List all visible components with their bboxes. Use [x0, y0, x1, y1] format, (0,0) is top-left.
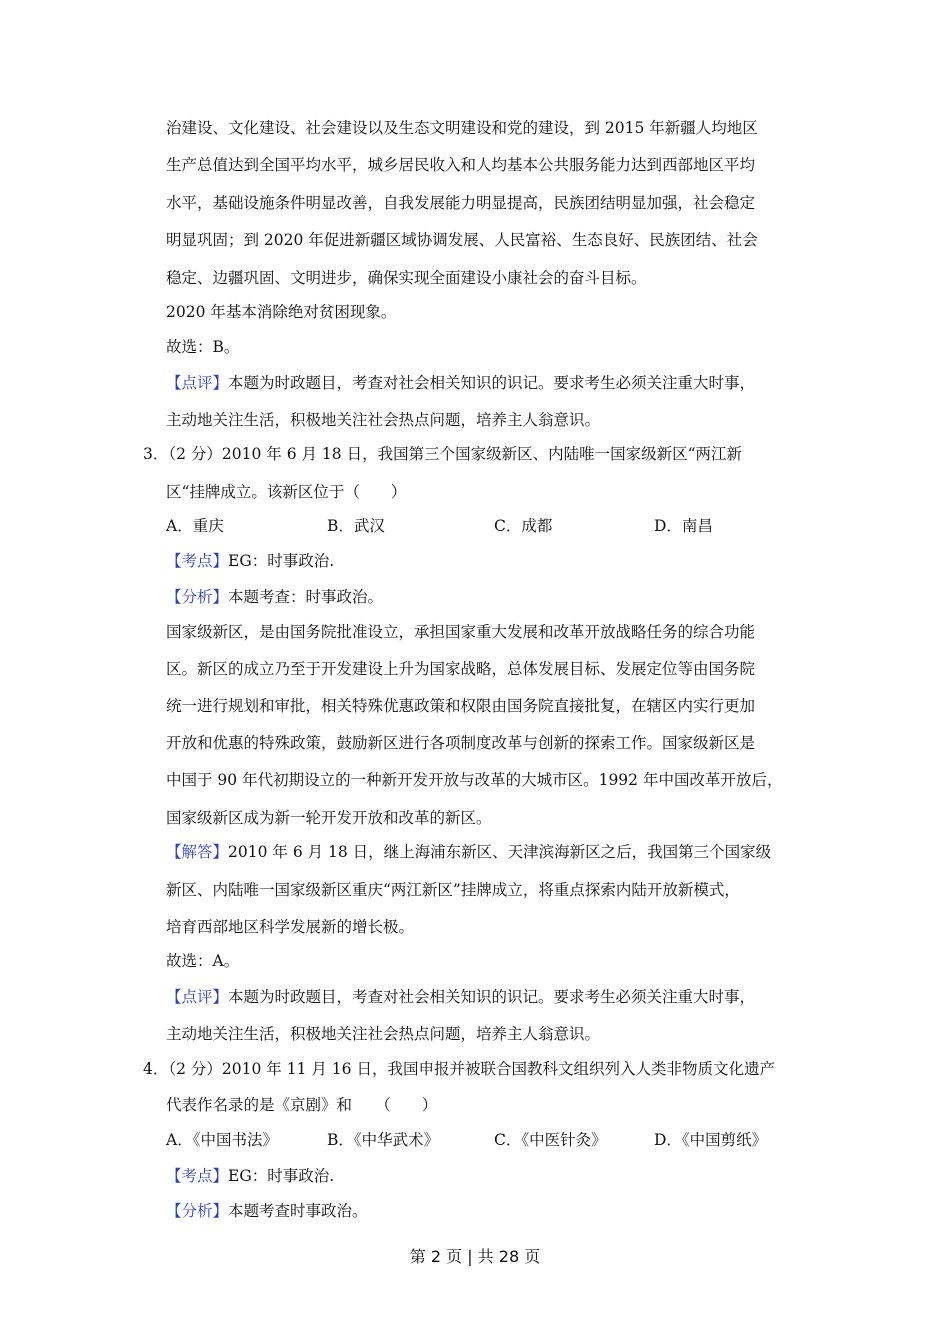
- answer-line: 故选：A。: [166, 952, 240, 970]
- question-number: 3．: [143, 445, 169, 463]
- fenxi-line: [166, 1201, 368, 1221]
- comment-tag: 【点评】: [166, 374, 229, 392]
- option-a: A．《中国书法》: [166, 1131, 278, 1149]
- question-text: （2 分）2010 年 6 月 18 日，我国第三个国家级新区、内陆唯一国家级新区“两江新: [168, 445, 743, 463]
- kaodian-line: [166, 1166, 334, 1186]
- question-text: （2 分）2010 年 11 月 16 日，我国申报并被联合国教科文组织列入人类非物质文化遗产: [168, 1060, 775, 1078]
- text-line: 区。新区的成立乃至于开发建设上升为国家战略，总体发展目标、发展定位等由国务院: [166, 660, 756, 678]
- question-4-stem: [143, 1059, 775, 1079]
- text-line: 水平，基础设施条件明显改善，自我发展能力明显提高，民族团结明显加强，社会稳定: [166, 194, 756, 212]
- option-a: A．重庆: [166, 517, 224, 535]
- text-line: 生产总值达到全国平均水平，城乡居民收入和人均基本公共服务能力达到西部地区平均: [166, 156, 756, 174]
- text-line: 国家级新区，是由国务院批准设立，承担国家重大发展和改革开放战略任务的综合功能: [166, 623, 756, 641]
- text-line: 国家级新区成为新一轮开发开放和改革的新区。: [166, 809, 492, 827]
- fenxi-text: 本题考查：时事政治。: [228, 588, 384, 606]
- option-d: D．南昌: [654, 517, 713, 535]
- text-line: 中国于 90 年代初期设立的一种新开发开放与改革的大城市区。1992 年中国改革开放后，: [166, 771, 783, 789]
- text-line: 治建设、文化建设、社会建设以及生态文明建设和党的建设，到 2015 年新疆人均地区: [166, 119, 758, 137]
- fenxi-line: [166, 587, 383, 607]
- kaodian-tag: 【考点】: [166, 552, 229, 570]
- page-footer: 第 2 页 | 共 28 页: [409, 1247, 541, 1266]
- text-line: 新区、内陆唯一国家级新区重庆“两江新区”挂牌成立，将重点探索内陆开放新模式，: [166, 881, 740, 899]
- question-number: 4．: [143, 1060, 169, 1078]
- comment-line: [166, 987, 755, 1007]
- text-line: 区“挂牌成立。该新区位于（ ）: [166, 483, 407, 501]
- option-b: B．武汉: [327, 517, 385, 535]
- text-line: 主动地关注生活，积极地关注社会热点问题，培养主人翁意识。: [166, 411, 601, 429]
- text-line: 开放和优惠的特殊政策，鼓励新区进行各项制度改革与创新的探索工作。国家级新区是: [166, 734, 756, 752]
- fenxi-tag: 【分析】: [166, 588, 229, 606]
- kaodian-text: EG：时事政治.: [228, 552, 335, 570]
- jieda-tag: 【解答】: [166, 843, 229, 861]
- kaodian-line: [166, 551, 334, 571]
- fenxi-tag: 【分析】: [166, 1202, 229, 1220]
- question-3-stem: [143, 444, 742, 464]
- comment-text: 本题为时政题目，考查对社会相关知识的识记。要求考生必须关注重大时事，: [228, 988, 756, 1006]
- text-line: 代表作名录的是《京剧》和 （ ）: [166, 1096, 438, 1114]
- kaodian-text: EG：时事政治.: [228, 1167, 335, 1185]
- option-c: C．成都: [494, 517, 553, 535]
- option-b: B．《中华武术》: [327, 1131, 440, 1149]
- text-line: 稳定、边疆巩固、文明进步，确保实现全面建设小康社会的奋斗目标。: [166, 269, 647, 287]
- text-line: 统一进行规划和审批，相关特殊优惠政策和权限由国务院直接批复，在辖区内实行更加: [166, 697, 756, 715]
- fenxi-text: 本题考查时事政治。: [228, 1202, 368, 1220]
- option-c: C．《中医针灸》: [494, 1131, 607, 1149]
- text-line: 2020 年基本消除绝对贫困现象。: [166, 303, 397, 321]
- comment-text: 本题为时政题目，考查对社会相关知识的识记。要求考生必须关注重大时事，: [228, 374, 756, 392]
- text-line: 明显巩固；到 2020 年促进新疆区域协调发展、人民富裕、生态良好、民族团结、社会: [166, 231, 758, 249]
- jieda-line: [166, 842, 771, 862]
- comment-line: [166, 373, 755, 393]
- answer-line: 故选：B。: [166, 338, 240, 356]
- kaodian-tag: 【考点】: [166, 1167, 229, 1185]
- jieda-text: 2010 年 6 月 18 日，继上海浦东新区、天津滨海新区之后，我国第三个国家级: [228, 843, 772, 861]
- comment-tag: 【点评】: [166, 988, 229, 1006]
- text-line: 培育西部地区科学发展新的增长极。: [166, 918, 415, 936]
- text-line: 主动地关注生活，积极地关注社会热点问题，培养主人翁意识。: [166, 1025, 601, 1043]
- option-d: D．《中国剪纸》: [654, 1131, 768, 1149]
